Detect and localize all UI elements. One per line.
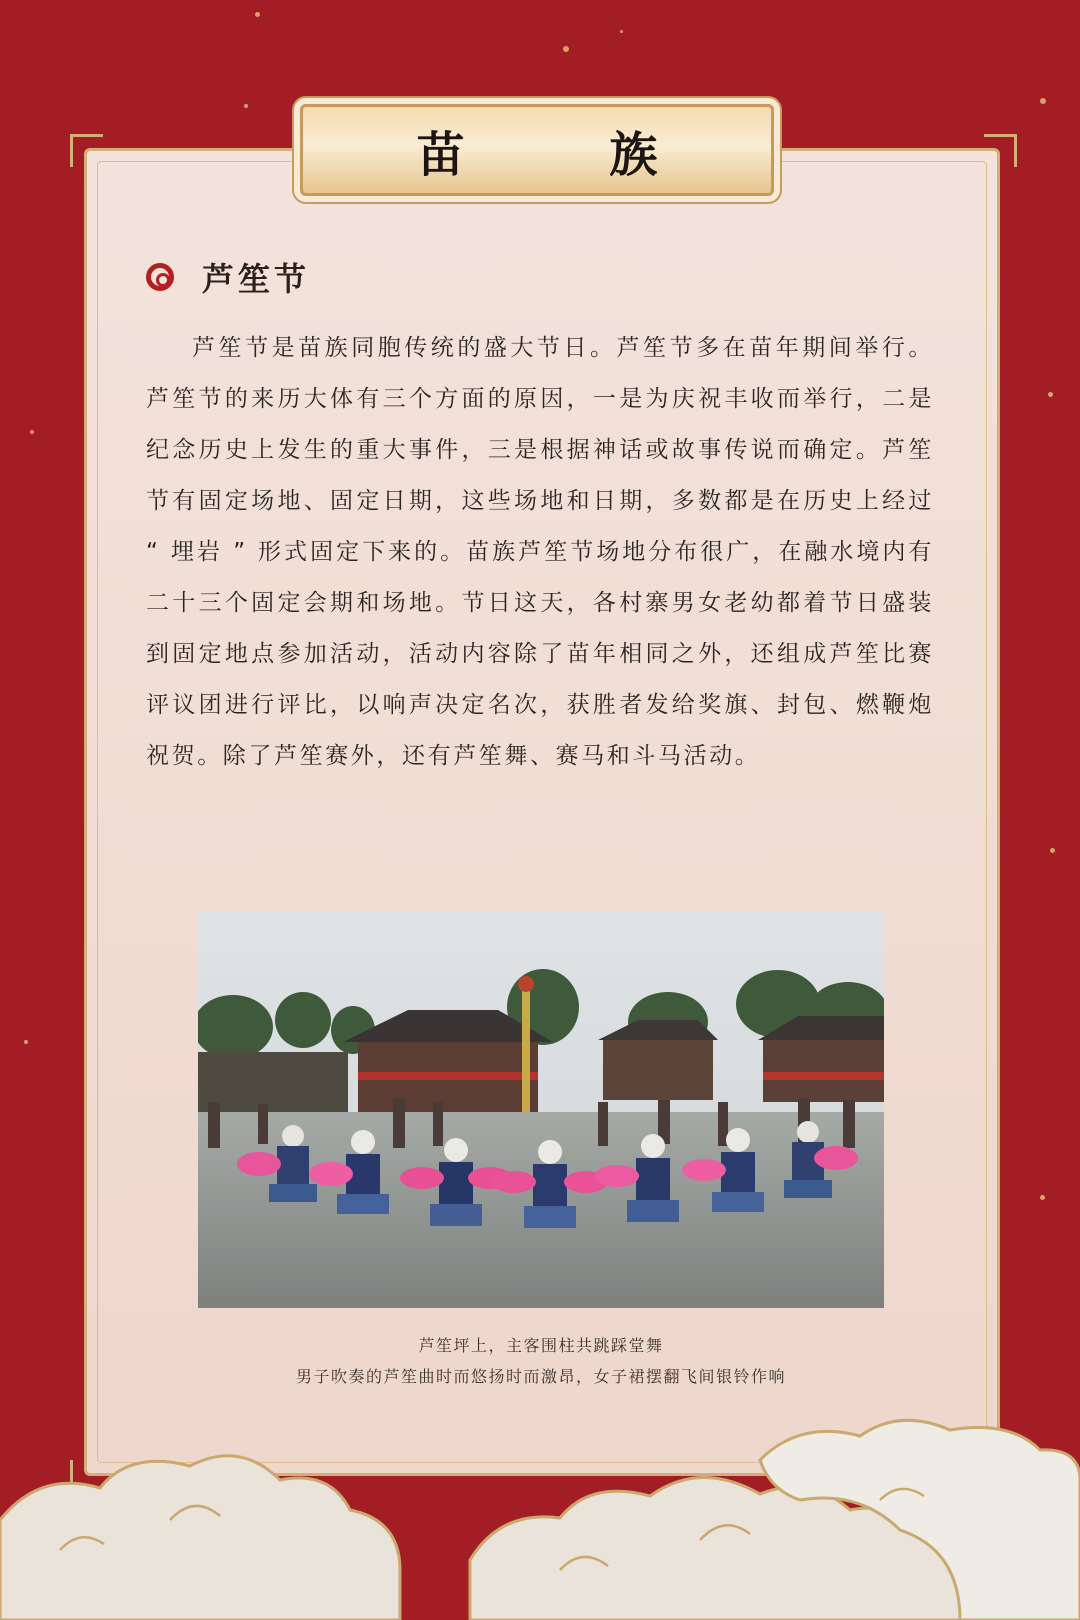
gold-fleck — [244, 104, 248, 108]
gold-fleck — [1040, 98, 1046, 104]
gold-fleck — [620, 30, 623, 33]
gold-fleck — [30, 430, 34, 434]
gold-fleck — [1040, 1195, 1045, 1200]
section-heading — [146, 254, 310, 300]
gold-fleck — [1050, 848, 1055, 853]
poster-title: 苗 族 — [416, 126, 722, 183]
title-plaque — [300, 104, 774, 196]
double-ring-icon — [146, 263, 174, 291]
body-paragraph: 芦笙节是苗族同胞传统的盛大节日。芦笙节多在苗年期间举行。芦笙节的来历大体有三个方面的原因，一是为庆祝丰收而举行，二是纪念历史上发生的重大事件，三是根据神话或故事传说而确定。芦笙节有固定场地、固定日期，这些场地和日期，多数都是在历史上经过 “ 埋岩 ” 形式固定下来的。苗族芦笙节场地分布很广，在融水境内有二十三个固定会期和场地。节日这天，各村寨男女老幼都着节日盛装到固定地点参加活动，活动内容除了苗年相同之外，还组成芦笙比赛评议团进行评比，以响声决定名次，获胜者发给奖旗、封包、燃鞭炮祝贺。除了芦笙赛外，还有芦笙舞、赛马和斗马活动。 — [146, 335, 934, 769]
panel-corner-ornament — [984, 134, 1017, 167]
caption-line-2: 男子吹奏的芦笙曲时而悠扬时而激昂，女子裙摆翻飞间银铃作响 — [295, 1367, 786, 1386]
photo-caption — [198, 1330, 884, 1392]
caption-line-1: 芦笙坪上，主客围柱共跳踩堂舞 — [418, 1336, 664, 1355]
cloud-ornament — [0, 1400, 1080, 1620]
gold-fleck — [24, 1040, 28, 1044]
gold-fleck — [563, 46, 569, 52]
gold-fleck — [255, 12, 260, 17]
festival-photo — [198, 912, 884, 1308]
section-title: 芦笙节 — [202, 260, 311, 298]
gold-fleck — [1048, 392, 1053, 397]
festival-photo-illustration — [198, 912, 884, 1308]
